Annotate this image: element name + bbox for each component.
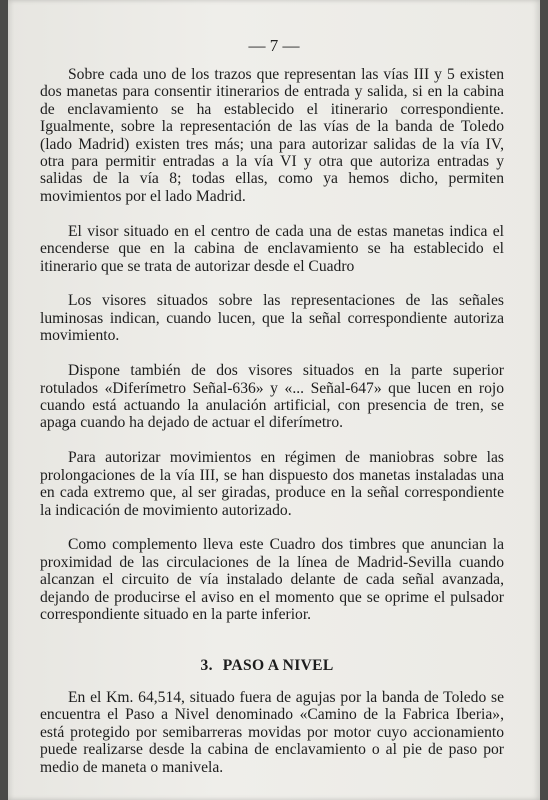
paragraph: En el Km. 64,514, situado fuera de agujas por la banda de Toledo se encuentra el Paso a Nivel denominado «Camino de la Fabrica Iberia», está protegido por semibarreras movidas por motor cuyo accionamiento puede realizarse desde la cabina de enclavamiento o al pie de paso por medio de maneta o manivela.	[40, 688, 504, 776]
section-heading	[40, 657, 504, 674]
section-title: PASO A NIVEL	[222, 657, 334, 675]
paragraph: Para autorizar movimientos en régimen de maniobras sobre las prolongaciones de la vía III, se han dispuesto dos manetas instaladas una en cada extremo que, al ser giradas, produce en la señal correspondiente la indicación de movimiento autorizado.	[40, 449, 504, 519]
paragraph: Como complemento lleva este Cuadro dos timbres que anuncian la proximidad de las circulaciones de la línea de Madrid-Sevilla cuando alcanzan el circuito de vía instalado delante de cada señal avanzada, dejando de producirse el aviso en el momento que se oprime el pulsador correspondiente situado en la parte inferior.	[40, 536, 504, 624]
paragraph: Dispone también de dos visores situados en la parte superior rotulados «Diferímetro Señal-636» y «... Señal-647» que lucen en rojo cuando está actuando la anulación artificial, con presencia de tren, se apaga cuando ha dejado de actuar el diferímetro.	[40, 362, 504, 432]
body-text	[40, 66, 504, 793]
paragraph: Los visores situados sobre las representaciones de las señales luminosas indican, cuando lucen, que la señal correspondiente autoriza movimiento.	[40, 292, 504, 345]
page-number: — 7 —	[248, 36, 300, 55]
paragraph: El visor situado en el centro de cada una de estas manetas indica el encenderse que en la cabina de enclavamiento se ha establecido el itinerario que se trata de autorizar desde el Cuadro	[40, 222, 504, 275]
document-page	[8, 0, 540, 800]
paragraph: Sobre cada uno de los trazos que representan las vías III y 5 existen dos manetas para consentir itinerarios de entrada y salida, si en la cabina de enclavamiento se ha establecido el itinerario correspondiente. Igualmente, sobre la representación de las vías de la banda de Toledo (lado Madrid) existen tres más; una para autorizar salidas de la vía IV, otra para permitir entradas a la vía VI y otra que autoriza entradas y salidas de la vía 8; todas ellas, como ya hemos dicho, permiten movimientos por el lado Madrid.	[40, 66, 504, 205]
section-number: 3.	[200, 657, 213, 675]
